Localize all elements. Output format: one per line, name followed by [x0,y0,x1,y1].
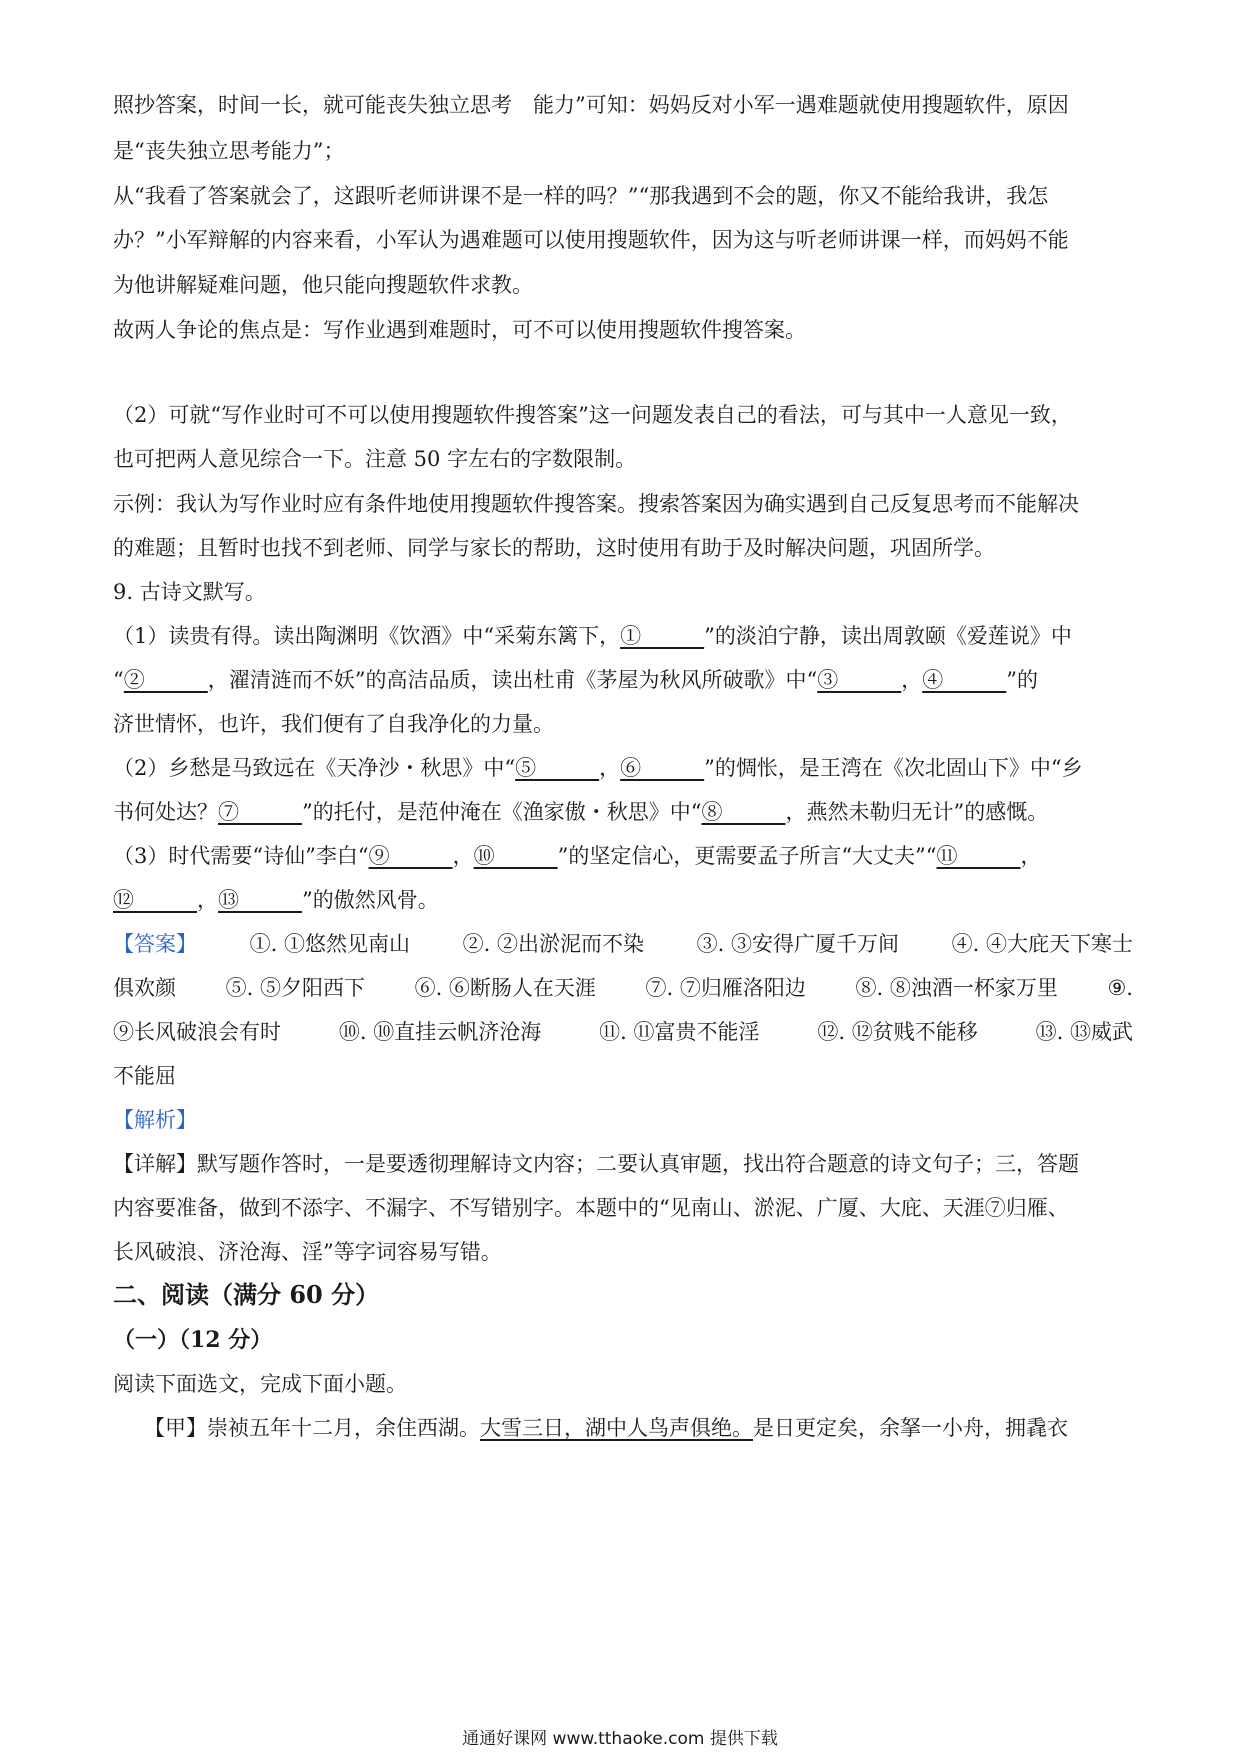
question-9-part3-line [113,885,1133,915]
analysis-tag: 【解析】 [113,1108,197,1132]
text: ， [197,888,218,912]
answer-row [113,1017,1133,1047]
answer-item: ②. ②出淤泥而不染 [462,932,644,956]
question-9-part3-line [113,841,1133,871]
answer-item: ⑤. ⑤夕阳西下 [225,976,365,1000]
answer-item: ⑩. ⑩直挂云帆济沧海 [338,1020,542,1044]
page-footer: 通通好课网 www.tthaoke.com 提供下载 [462,1729,778,1749]
blank-8: ⑧______ [701,800,786,824]
text: ， [599,756,621,780]
text: “ [113,668,124,692]
answer-tag: 【答案】 [113,932,197,956]
question-2-line: 也可把两人意见综合一下。注意 50 字左右的字数限制。 [113,447,637,471]
text: （3）时代需要“诗仙”李白“ [113,844,369,868]
answer-item: ③. ③安得广厦千万间 [696,932,899,956]
answer-item: ⑨. [1107,976,1133,1000]
text: ， [452,844,474,868]
text: 是日更定矣，余拏一小舟，拥毳衣 [753,1416,1068,1440]
answer-item: ①. ①悠然见南山 [249,932,410,956]
blank-10: ⑩______ [473,844,558,868]
question-9-part2-line [113,797,1133,827]
paragraph-line: 办？”小军辩解的内容来看，小军认为遇难题可以使用搜题软件，因为这与听老师讲课一样，而妈妈不能 [113,228,1069,252]
blank-7: ⑦______ [218,800,302,824]
analysis-line: 长风破浪、济沧海、淫”等字词容易写错。 [113,1240,502,1264]
subsection-title: （一）（12 分） [113,1327,273,1353]
text: （1）读贵有得。读出陶渊明《饮酒》中“采菊东篱下， [113,624,621,648]
text: 书何处达？ [113,800,218,824]
text: 崇祯五年十二月，余住西湖。 [207,1416,480,1440]
answer-item: ⑦. ⑦归雁洛阳边 [645,976,806,1000]
blank-12: ⑫______ [113,888,197,912]
text: 默写题作答时，一是要透彻理解诗文内容；二要认真审题，找出符合题意的诗文句子；三，答题 [197,1152,1079,1176]
analysis-line [113,1149,1133,1179]
reading-instruction: 阅读下面选文，完成下面小题。 [113,1372,407,1396]
blank-11: ⑪______ [936,844,1021,868]
question-9-part1-line [113,621,1133,651]
text: ”的 [1006,668,1038,692]
paragraph-line: 照抄答案，时间一长，就可能丧失独立思考 能力”可知：妈妈反对小军一遇难题就使用搜题软件，原因 [113,93,1069,117]
example-line: 的难题；且暂时也找不到老师、同学与家长的帮助，这时使用有助于及时解决问题，巩固所学。 [113,536,995,560]
blank-13: ⑬______ [218,888,302,912]
answer-item: ⑨长风破浪会有时 [113,1020,281,1044]
passage-tag: 【甲】 [144,1416,207,1440]
blank-9: ⑨______ [368,844,453,868]
answer-item: ⑫. ⑫贫贱不能移 [817,1020,978,1044]
text: ”的淡泊宁静，读出周敦颐《爱莲说》中 [704,624,1072,648]
blank-5: ⑤______ [515,756,600,780]
answer-row [113,973,1133,1003]
question-9-part1-line [113,665,1133,695]
question-9-part1-line: 济世情怀，也许，我们便有了自我净化的力量。 [113,712,554,736]
blank-4: ④______ [922,668,1007,692]
detail-tag: 【详解】 [113,1152,197,1176]
text: ”的惆怅，是王湾在《次北固山下》中“乡 [704,756,1083,780]
text: ，燕然未勒归无计”的感慨。 [785,800,1049,824]
paragraph-line: 故两人争论的焦点是：写作业遇到难题时，可不可以使用搜题软件搜答案。 [113,318,806,342]
answer-item: ⑧. ⑧浊酒一杯家万里 [855,976,1058,1000]
blank-2: ②______ [123,668,208,692]
answer-item: ④. ④大庇天下寒士 [951,932,1133,956]
paragraph-line: 是“丧失独立思考能力”； [113,139,345,163]
text: ， [901,668,923,692]
text: ”的傲然风骨。 [302,888,439,912]
text: ，濯清涟而不妖”的高洁品质，读出杜甫《茅屋为秋风所破歌》中“ [207,668,818,692]
blank-3: ③______ [817,668,902,692]
paragraph-line: 为他讲解疑难问题，他只能向搜题软件求教。 [113,273,533,297]
text: （2）乡愁是马致远在《天净沙・秋思》中“ [113,756,516,780]
answer-item: ⑬. ⑬威武 [1035,1020,1133,1044]
answer-row [113,929,1133,959]
text: ”的坚定信心，更需要孟子所言“大丈夫”“ [557,844,937,868]
example-line: 示例：我认为写作业时应有条件地使用搜题软件搜答案。搜索答案因为确实遇到自己反复思考而不能解决 [113,492,1079,516]
question-9-part2-line [113,753,1133,783]
passage-jia-line [144,1413,1164,1443]
answer-item: 不能屈 [113,1064,176,1088]
question-9-title: 9. 古诗文默写。 [113,580,266,604]
section-title: 二、阅读（满分 60 分） [113,1280,380,1309]
blank-6: ⑥______ [620,756,705,780]
underlined-sentence: 大雪三日，湖中人鸟声俱绝。 [480,1416,753,1440]
question-2-line: （2）可就“写作业时可不可以使用搜题软件搜答案”这一问题发表自己的看法，可与其中一人意见一致， [113,403,1072,427]
answer-item: ⑪. ⑪富贵不能淫 [599,1020,760,1044]
text: ， [1020,844,1042,868]
answer-item: 俱欢颜 [113,976,176,1000]
answer-item: ⑥. ⑥断肠人在天涯 [414,976,596,1000]
analysis-line: 内容要准备，做到不添字、不漏字、不写错别字。本题中的“见南山、淤泥、广厦、大庇、天涯⑦归雁、 [113,1196,1069,1220]
blank-1: ①______ [620,624,705,648]
text: ”的托付，是范仲淹在《渔家傲・秋思》中“ [302,800,702,824]
paragraph-line: 从“我看了答案就会了，这跟听老师讲课不是一样的吗？”“那我遇到不会的题，你又不能给我讲，我怎 [113,184,1049,208]
